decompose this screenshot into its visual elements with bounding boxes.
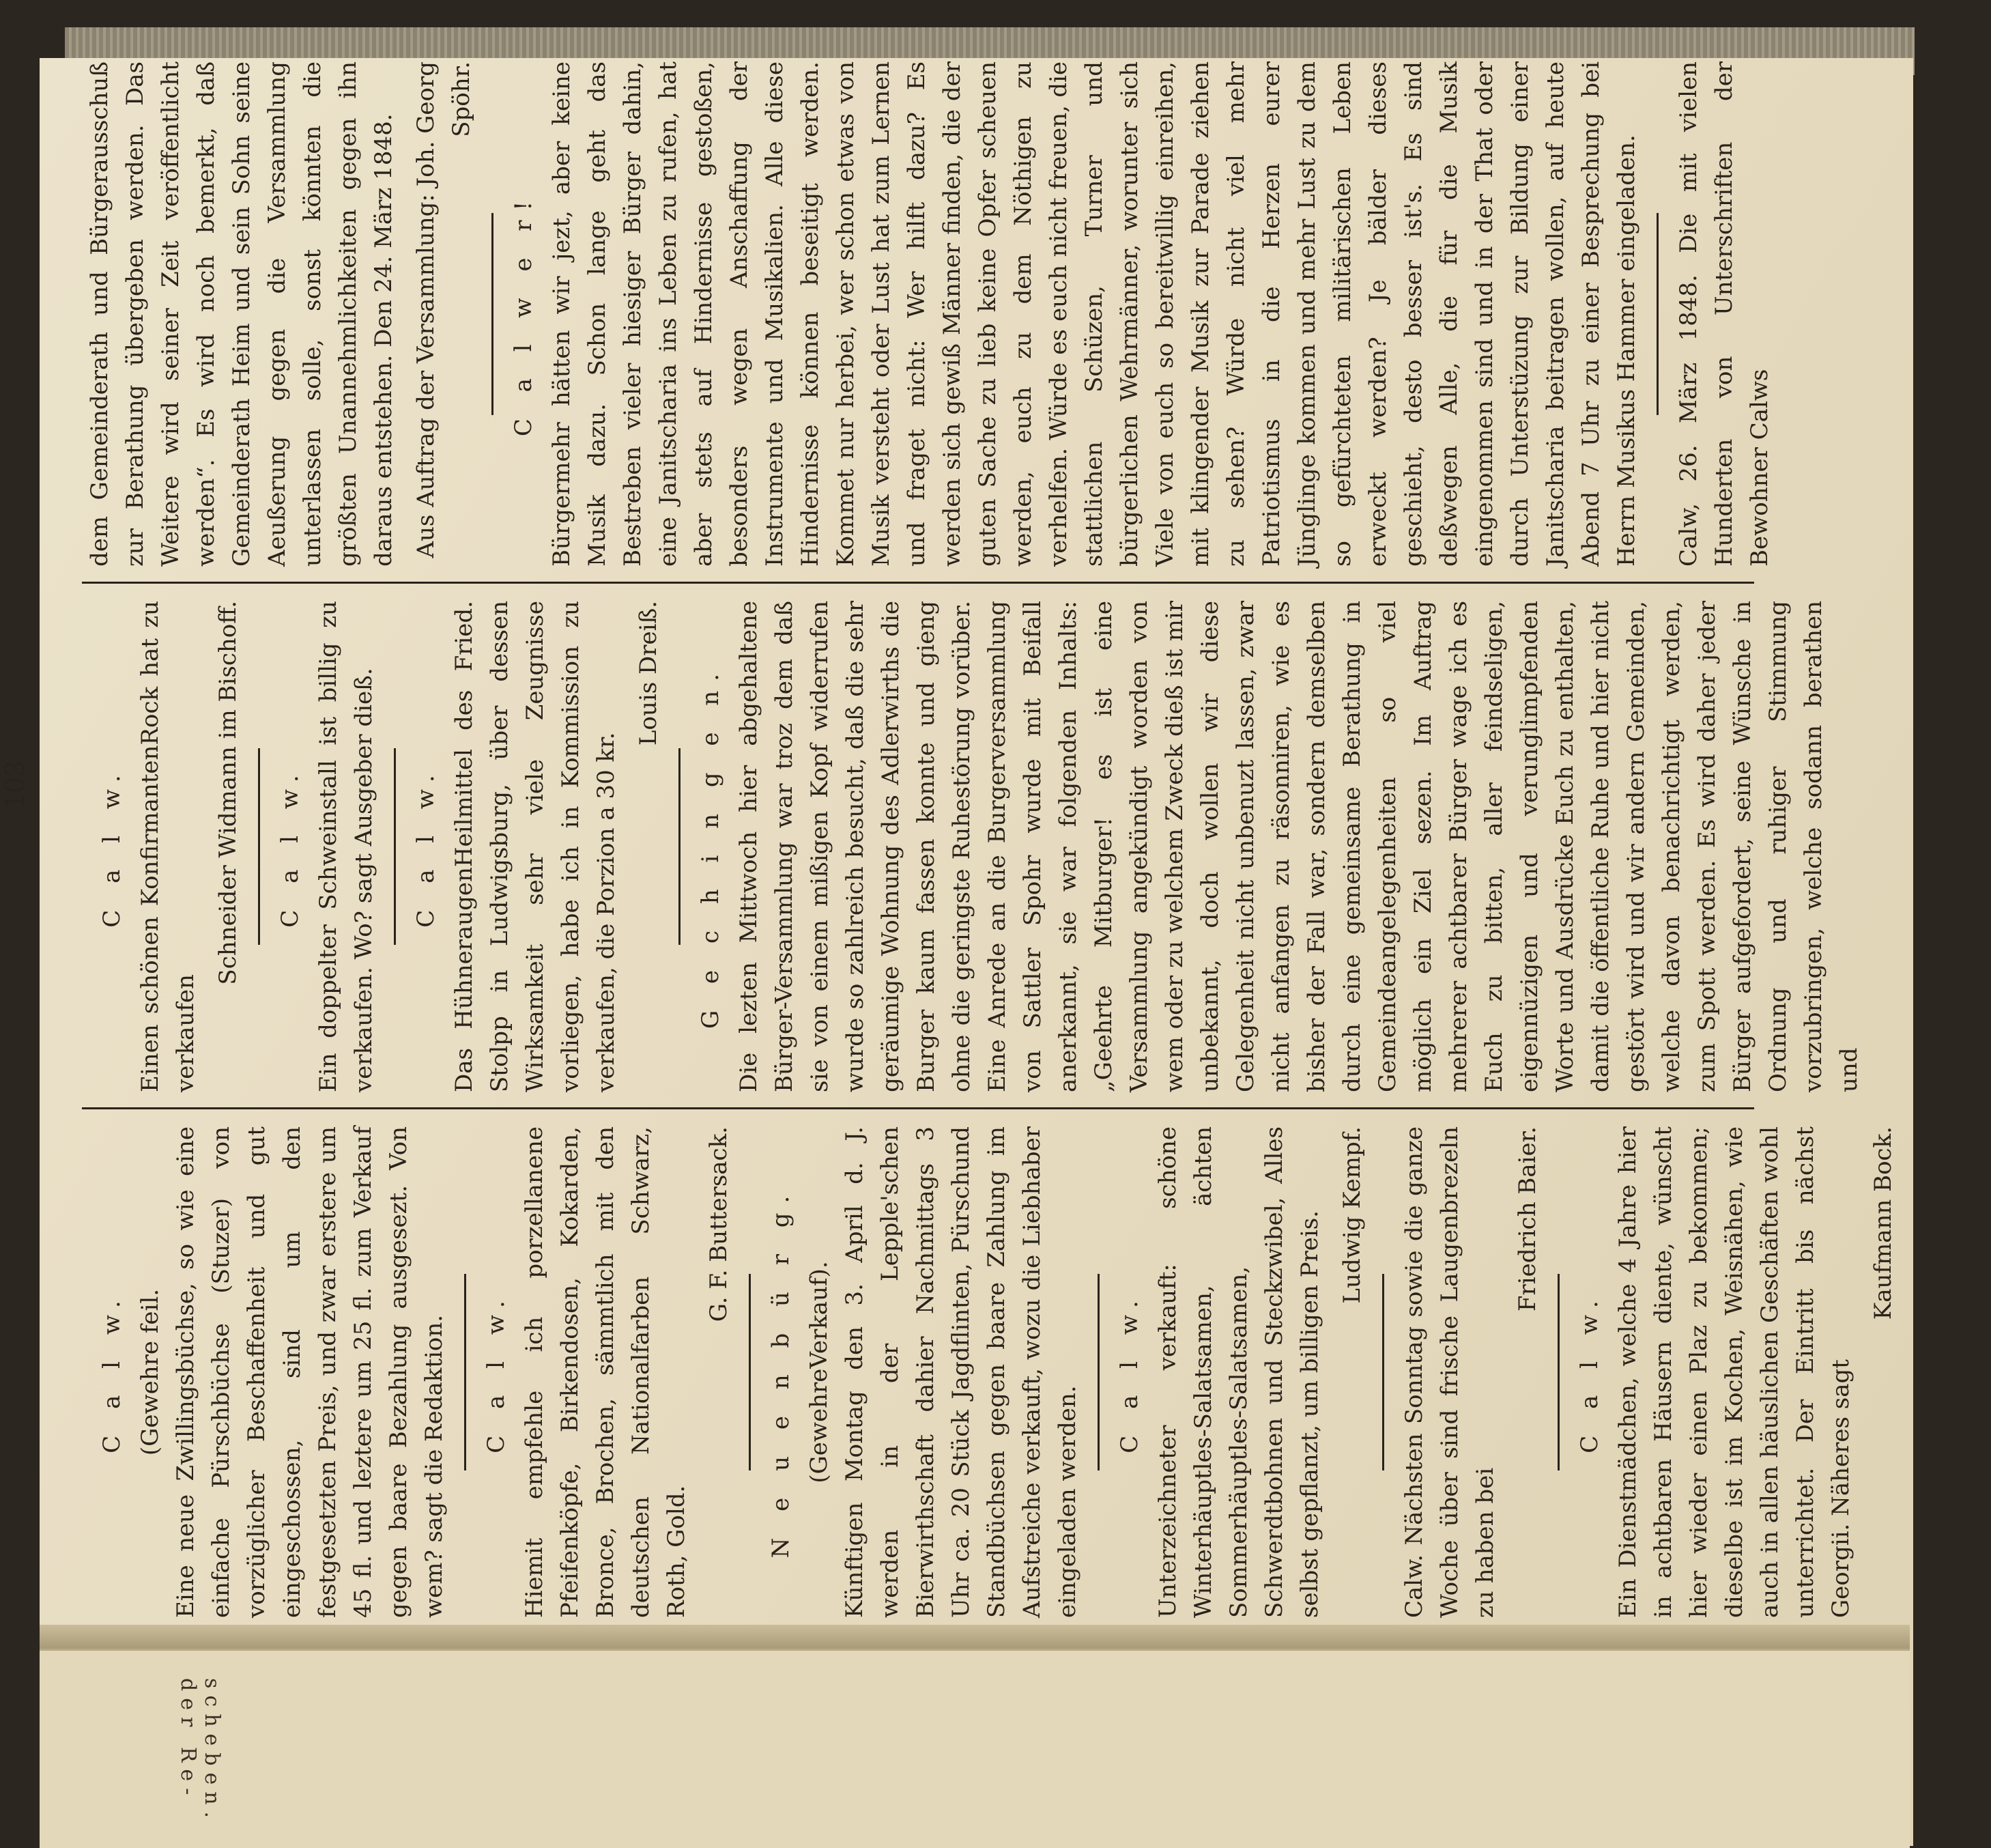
notice <box>478 1126 751 1618</box>
notice-separator <box>678 748 681 945</box>
notice-heading: N e u e n b ü r g. <box>767 1186 794 1559</box>
notice-separator <box>1558 1274 1560 1470</box>
notice <box>408 601 681 1092</box>
page-number: 103 <box>0 760 30 810</box>
notice-separator <box>1657 213 1659 415</box>
column-3 <box>82 61 1784 567</box>
notice-text: Calw. Nächsten Sonntag sowie die ganze Woche über sind frische Laugenbrezeln zu haben bei <box>1401 1126 1499 1618</box>
notice-separator <box>1098 1274 1100 1470</box>
column-divider <box>82 1107 1754 1109</box>
notice-heading: C a l w. <box>98 1291 126 1453</box>
notice-heading: C a l w e r! <box>510 191 537 437</box>
notice-heading: C a l w. <box>98 765 126 928</box>
notice <box>1572 1126 1901 1618</box>
notice <box>94 1126 466 1618</box>
notice-signature: Kaufmann Bock. <box>1870 1126 1897 1320</box>
notice-heading: C a l w. <box>1576 1291 1603 1453</box>
notice-separator <box>464 1274 466 1470</box>
notice-text: Einen schönen KonfirmantenRock hat zu verkaufen <box>137 601 199 1092</box>
notice-text: Künftigen Montag den 3. April d. J. werden in der Lepple'schen Bierwirthschaft dahier Nachmittags 3 Uhr ca. 20 Stück Jagdflinten, Pürschund Standbüchsen gegen baare Zahlung im Aufstreiche verkauft, wozu die Liebhaber eingeladen werden. <box>841 1126 1081 1618</box>
previous-page-text: scheben. der Re- <box>176 1678 224 1825</box>
notice-text: Calw, 26. März 1848. Die mit vielen Hunderten von Unterschriften der Bewohner Calws <box>1675 61 1773 567</box>
notice <box>1671 61 1777 567</box>
column-divider <box>82 582 1754 584</box>
notice-separator <box>1382 1274 1384 1470</box>
notice-text: dem Gemeinderath und Bürgerausschuß zur Berathung übergeben werden. Das Weitere wird seiner Zeit veröffentlicht werden“. Es wird noch bemerkt, daß Gemeinderath Heim und sein Sohn seine Aeußerung gegen die Versammlung unterlassen solle, sonst könnten die größten Unannehmlichkeiten gegen ihn daraus entstehen. Den 24. März 1848. <box>86 61 397 567</box>
notice-subheading: (GewehreVerkauf). <box>805 1261 833 1483</box>
notice-signature: Ludwig Kempf. <box>1338 1126 1366 1304</box>
previous-page-strip <box>40 1649 1910 1848</box>
notice-heading: G e c h i n g e n. <box>697 664 724 1029</box>
column-2 <box>82 601 1874 1092</box>
notice-text: Das HühneraugenHeilmittel des Fried. Stolpp in Ludwigsburg, über dessen Wirksamkeit sehr viele Zeugnisse vorliegen, habe ich in Kommission zu verkaufen, die Porzion a 30 kr. <box>450 601 620 1092</box>
notice-heading: C a l w. <box>276 765 304 928</box>
notice-text: Ein Dienstmädchen, welche 4 Jahre hier in achtbaren Häusern diente, wünscht hier wieder einen Plaz zu bekommen; dieselbe ist im Kochen, Weisnähen, wie auch in allen häuslichen Geschäften wohl unterrichtet. Der Eintritt bis nächst Georgii. Näheres sagt <box>1614 1126 1854 1618</box>
notice <box>94 601 260 1092</box>
notice <box>1396 1126 1560 1618</box>
notice-subheading: (Gewehre feil. <box>137 1288 164 1456</box>
notice-separator <box>749 1274 751 1470</box>
notice <box>272 601 396 1092</box>
notice-signature: Friedrich Baier. <box>1514 1126 1541 1312</box>
notice <box>506 61 1659 567</box>
notice-separator <box>394 748 396 945</box>
notice <box>763 1126 1100 1618</box>
notice-signature: G. F. Buttersack. <box>705 1126 732 1322</box>
notice <box>1112 1126 1384 1618</box>
notice-signature: Schneider Widmann im Bischoff. <box>214 601 242 985</box>
notice <box>693 601 1867 1092</box>
notice-text: Unterzeichneter verkauft: schöne Winterhäuptles-Salatsamen, ächten Sommerhäuptles-Salatsamen, Schwerdtbohnen und Steckzwibel, Alles selbst gepflanzt, um billigen Preis. <box>1154 1126 1323 1618</box>
book-gutter <box>40 1625 1910 1649</box>
notice-text: Hiemit empfehle ich porzellanene Pfeifenköpfe, Birkendosen, Kokarden, Bronce, Brochen, sämmtlich mit den deutschen Nationalfarben Schwarz, Roth, Gold. <box>521 1126 690 1618</box>
notice-heading: C a l w. <box>1116 1291 1143 1453</box>
notice-text: Die lezten Mittwoch hier abgehaltene Bürger-Versammlung war troz dem daß sie von einem mißigen Kopf widerrufen wurde so zahlreich besucht, daß die sehr geräumige Wohnung des Adlerwirths die Burger kaum fassen konnte und gieng ohne die geringste Ruhestörung vorüber. Eine Anrede an die Burgerversammlung von Sattler Spohr wurde mit Beifall anerkannt, sie war folgenden Inhalts: „Geehrte Mitburger! es ist eine Versammlung angekündigt worden von wem oder zu welchem Zweck dieß ist mir unbekannt, doch wollen wir diese Gelegenheit nicht unbenuzt lassen, zwar nicht anfangen zu räsonniren, wie es bisher der Fall war, sondern demselben durch eine gemeinsame Berathung in Gemeindeangelegenheiten so viel möglich ein Ziel sezen. Im Auftrag mehrerer achtbarer Bürger wage ich es Euch zu bitten, aller feindseligen, eigennüzigen und verunglimpfenden Worte und Ausdrücke Euch zu enthalten, damit die öffentliche Ruhe und hier nicht gestört wird und wir andern Gemeinden, welche davon benachrichtigt werden, zum Spott werden. Es wird daher jeder Bürger aufgefordert, seine Wünsche in Ordnung und ruhiger Stimmung vorzubringen, welche sodann berathen und <box>735 601 1863 1092</box>
notice-signature: Louis Dreiß. <box>635 601 662 746</box>
notice-text: Ein doppelter Schweinstall ist billig zu verkaufen. Wo? sagt Ausgeber dieß. <box>315 601 377 1092</box>
notice-text: Bürgermehr hätten wir jezt, aber keine Musik dazu. Schon lange geht das Bestreben vieler hiesiger Bürger dahin, eine Janitscharia ins Leben zu rufen, hat aber stets auf Hindernisse gestoßen, besonders wegen Anschaffung der Instrumente und Musikalien. Alle diese Hindernisse können beseitigt werden. Kommet nur herbei, wer schon etwas von Musik versteht oder Lust hat zum Lernen und fraget nicht: Wer hilft dazu? Es werden sich gewiß Männer finden, die der guten Sache zu lieb keine Opfer scheuen werden, euch zu dem Nöthigen zu verhelfen. Würde es euch nicht freuen, die stattlichen Schüzen, Turner und bürgerlichen Wehrmänner, worunter sich Viele von euch so bereitwillig einreihen, mit klingender Musik zur Parade ziehen zu sehen? Würde nicht viel mehr Patriotismus in die Herzen eurer Jünglinge kommen und mehr Lust zu dem so gefürchteten militärischen Leben erweckt werden? Je bälder dieses geschieht, desto besser ist's. Es sind deßwegen Alle, die für die Musik eingenommen sind und in der That oder durch Unterstüzung zur Bildung einer Janitscharia beitragen wollen, auf heute Abend 7 Uhr zu einer Besprechung bei Herrn Musikus Hammer eingeladen. <box>548 61 1640 567</box>
notice-heading: C a l w. <box>483 1291 510 1453</box>
notice-text: Eine neue Zwillingsbüchse, so wie eine einfache Pürschbüchse (Stuzer) von vorzüglicher Beschaffenheit und gut eingeschossen, sind um den festgesetzten Preis, und zwar erstere um 45 fl. und leztere um 25 fl. zum Verkauf gegen baare Bezahlung ausgesezt. Von wem? sagt die Redaktion. <box>172 1126 448 1618</box>
column-1 <box>82 1126 1901 1618</box>
notice-heading: C a l w. <box>412 765 440 928</box>
notice-signature: Aus Auftrag der Versammlung: Joh. Georg Spöhr. <box>412 61 475 558</box>
notice-separator <box>491 213 493 415</box>
notice-separator <box>258 748 260 945</box>
notice <box>82 61 493 567</box>
